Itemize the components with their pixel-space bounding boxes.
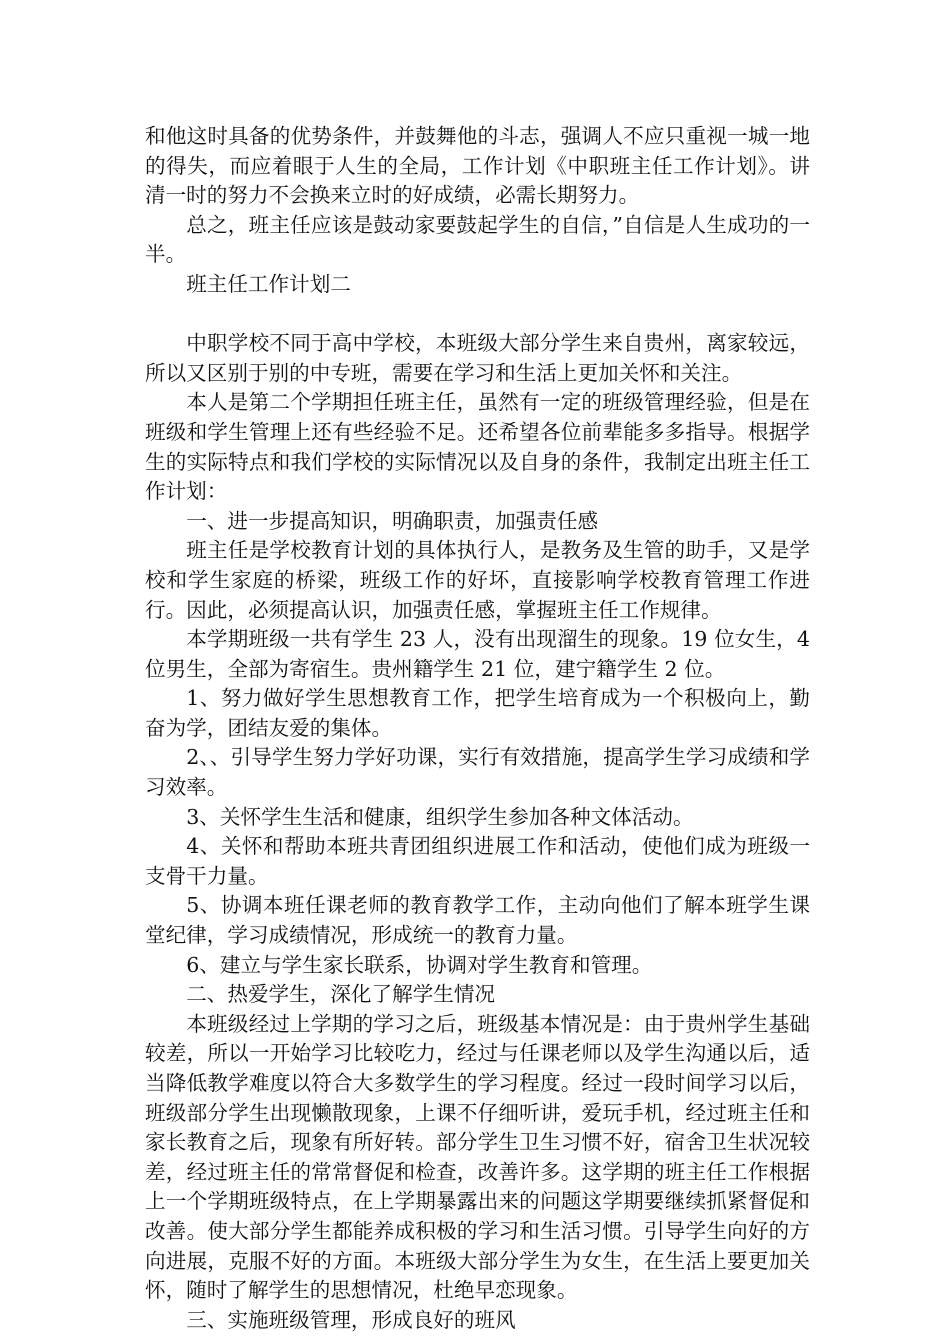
section-heading: 三、实施班级管理，形成良好的班风 xyxy=(186,1307,516,1332)
list-item: 5、协调本班任课老师的教育教学工作，主动向他们了解本班学生课堂纪律，学习成绩情况，形成统一的教育力量。 xyxy=(145,893,810,948)
list-item: 6、建立与学生家长联系，协调对学生教育和管理。 xyxy=(186,952,653,977)
paragraph: 中职学校不同于高中学校，本班级大部分学生来自贵州，离家较远，所以又区别于别的中专班，需要在学习和生活上更加关怀和关注。 xyxy=(145,331,810,385)
paragraph: 总之，班主任应该是鼓动家要鼓起学生的自信，”自信是人生成功的一半。 xyxy=(145,212,810,267)
section-title: 班主任工作计划二 xyxy=(186,271,351,296)
paragraph: 本人是第二个学期担任班主任，虽然有一定的班级管理经验，但是在班级和学生管理上还有些经验不足。还希望各位前辈能多多指导。根据学生的实际特点和我们学校的实际情况以及自身的条件，我制定出班主任工作计划： xyxy=(145,390,810,504)
list-item: 4、关怀和帮助本班共青团组织进展工作和活动，使他们成为班级一支骨干力量。 xyxy=(145,834,810,888)
document-body xyxy=(145,122,810,1335)
paragraph: 班主任是学校教育计划的具体执行人，是教务及生管的助手，又是学校和学生家庭的桥梁，班级工作的好坏，直接影响学校教育管理工作进行。因此，必须提高认识，加强责任感，掌握班主任工作规律。 xyxy=(145,538,810,622)
list-item: 2、、引导学生努力学好功课，实行有效措施，提高学生学习成绩和学习效率。 xyxy=(145,745,810,800)
paragraph: 本班级经过上学期的学习之后，班级基本情况是：由于贵州学生基础较差，所以一开始学习比较吃力，经过与任课老师以及学生沟通以后，适当降低教学难度以符合大多数学生的学习程度。经过一段时间学习以后，班级部分学生出现懒散现象，上课不仔细听讲，爱玩手机，经过班主任和家长教育之后，现象有所好转。部分学生卫生习惯不好，宿舍卫生状况较差，经过班主任的常常督促和检查，改善许多。这学期的班主任工作根据上一个学期班级特点，在上学期暴露出来的问题这学期要继续抓紧督促和改善。使大部分学生都能养成积极的学习和生活习惯。引导学生向好的方向进展，克服不好的方面。本班级大部分学生为女生，在生活上要更加关怀，随时了解学生的思想情况，杜绝早恋现象。 xyxy=(145,1011,810,1303)
paragraph: 本学期班级一共有学生 23 人，没有出现溜生的现象。19 位女生，4 位男生，全部为寄宿生。贵州籍学生 21 位，建宁籍学生 2 位。 xyxy=(145,627,810,681)
paragraph: 和他这时具备的优势条件，并鼓舞他的斗志，强调人不应只重视一城一地的得失，而应着眼于人生的全局，工作计划《中职班主任工作计划》。讲清一时的努力不会换来立时的好成绩，必需长期努力。 xyxy=(145,124,810,208)
blank-line xyxy=(145,300,810,330)
list-item: 3、关怀学生生活和健康，组织学生参加各种文体活动。 xyxy=(186,804,694,829)
section-heading: 二、热爱学生，深化了解学生情况 xyxy=(186,982,496,1007)
section-heading: 一、进一步提高知识，明确职责，加强责任感 xyxy=(186,508,599,533)
list-item: 1、努力做好学生思想教育工作，把学生培育成为一个积极向上，勤奋为学，团结友爱的集体。 xyxy=(145,686,810,740)
